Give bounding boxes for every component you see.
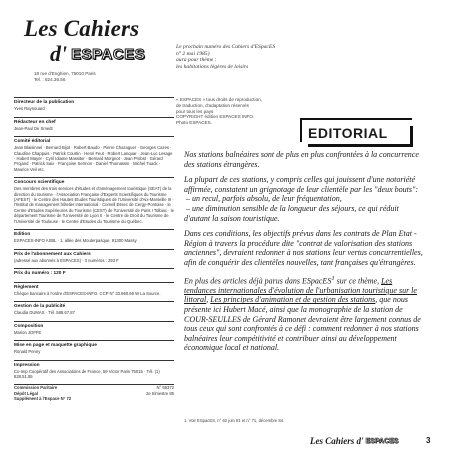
footer-logo-serif: Les Cahiers d' <box>310 436 364 446</box>
notice-line: les habitations légères de loisirs <box>176 63 249 70</box>
divider <box>14 282 174 283</box>
paragraph-text: , <box>206 295 211 305</box>
footer-logo-espaces: ESPACES <box>365 437 399 445</box>
next-issue-notice <box>176 44 416 70</box>
divider <box>14 117 174 118</box>
notice-line: Le prochain numéro des Cahiers d'ESpacES <box>176 44 276 50</box>
section-title: Directeur de la publication <box>14 100 75 106</box>
section-text: ESPACES-INFO ASBL · 1, allée des Mouterpasque, 91300 Massy <box>14 238 137 244</box>
divider <box>14 97 174 98</box>
notice-line: aura pour thème : <box>176 57 217 64</box>
rights-line: pour tous les pays <box>176 108 214 114</box>
masthead-column <box>14 18 174 402</box>
article-title: Les tendances internationales d'évolution de l'urbanisation touristique sur le littoral <box>184 276 417 305</box>
section-text: Marion JOFFE <box>14 329 42 335</box>
logo-subtitle <box>50 43 174 65</box>
rights-line: COPYRIGHT édition ESPACES INFO. <box>176 114 255 120</box>
paragraph: En plus des articles déjà parus dans ESpacES$^1$ sur ce thème, Les tendances internationales d'évolution de l'urbanisation touristique sur le littoral, Les principes d'animation et de gestion des stations, que nous présente ici Hubert Macé, ainsi que la monographie de la station de COUR-SEULLES de Gérard Ramonet devraient être largement connus de tous ceux qui sont confrontés à ce défi : comment redonner à nos stations balnéaires leur compétitivité et contribuer ainsi au développement économique local et national. <box>184 274 421 353</box>
section-text: Co-Imp Coopératif des Associations de France, 59 Victor Paris 75015 · Tél. (1) 828.51.55 <box>14 368 160 379</box>
logo-espaces: ESPACES <box>71 45 146 63</box>
section-title: Prix du numéro : 120 F <box>14 270 66 276</box>
address <box>34 71 174 83</box>
dl-label: Dépôt Légal <box>14 390 38 396</box>
section-title: Prix de l'abonnement aux Cahiers <box>14 251 91 257</box>
divider <box>14 268 174 269</box>
paragraph-text: En plus des articles déjà parus dans ESpacES <box>184 276 332 286</box>
notice-line: n° 2 mai 1985) <box>176 50 210 57</box>
section-title: Concours scientifique <box>14 180 65 186</box>
paragraph-text: sur ce thème, <box>334 276 382 286</box>
article-title: Les principes d'animation et de gestion des stations <box>210 295 376 305</box>
section-text: Chèque bancaire à l'ordre d'ESPACES-INFO. CCP N° 33.960.66 W La Source. <box>14 290 161 296</box>
section-text: Des membres des trois services d'études et d'aménagement touristique (SEAT) de la direction du tourisme · l'Association Française d'Experts Scientifiques du Tourisme (AFEST) · le Centre des Hautes Etudes Touristiques de l'Université d'Aix-Marseille III · l'Institut de management hôtelier international · Cornell Essec de Cergy-Pontoise · le Centre d'Etudes Supérieures du Tourisme (CEST) de l'Université de Paris I Tolbiac · le département Tourisme de l'Université de Lyon II · le Centre de Droit du Tourisme de l'Université de Toulouse · le Centre d'Etudes du Tourisme du Québec. <box>14 186 174 224</box>
divider <box>14 177 174 178</box>
dash-item: – un recul, parfois absolu, de leur fréquentation, <box>186 194 342 204</box>
section-text: Yves Raynouard <box>14 106 45 112</box>
logo-de: d' <box>50 41 68 66</box>
section-text: Jean-Paul De Smedt <box>14 125 53 131</box>
section-title: Comité éditorial <box>14 139 51 145</box>
paragraph: Nos stations balnéaires sont de plus en plus confrontées à la concurrence des stations étrangères. <box>184 150 419 169</box>
section-text: Jean Blaisinnel · Bernard Bijot · Robert Baudo · Pierre Chazaguer · Georges Cazes · Claudine Chappuis · Patrick Courtin · Henri Feut · Robert Lanquar · Jean-Luc Lesage · Hubert Mayer · Cyril Idiame Massiter · Bernard Morgnot · Jean Probst · Gérard Projand · Patrick Saix · Françoise Sermon · Daniel Thomassin · Michel Tuack · Maurice Veil etc. <box>14 145 173 172</box>
divider <box>14 321 174 322</box>
section-title: Impression <box>14 362 40 368</box>
section-title: Rédacteur en chef <box>14 119 56 125</box>
footer-logo <box>310 436 398 446</box>
address-line: 18 rue d'Enghien, 75010 Paris <box>34 71 96 76</box>
paragraph-text: , que nous présente ici Hubert Macé, ainsi que la monographie de la station de COUR-SEULLES de Gérard Ramonet devraient être largement connus de tous ceux qui sont confrontés à ce défi : comment redonner à nos stations balnéaires leur compétitivité et contribuer ainsi au développement économique local et national. <box>184 295 421 353</box>
divider <box>14 360 174 361</box>
divider <box>14 249 174 250</box>
paragraph: Dans ces conditions, les objectifs prévus dans les contrats de Plan Etat - Région à travers la procédure dite "contrat de valorisation des stations anciennes", devraient redonner à nos stations leur vertus concurrentielles, afin de conquérir des clientèles nouvelles, tant françaises qu'étrangères. <box>184 229 423 267</box>
section-title: Composition <box>14 323 44 329</box>
divider <box>14 136 174 137</box>
divider <box>14 301 174 302</box>
supplement: Supplément à l'Espace N° 72 <box>14 396 72 402</box>
rights-notice <box>176 97 296 126</box>
cp-label: Commission Paritaire <box>14 385 58 391</box>
dl-value: 2e trimestre 85 <box>146 390 174 396</box>
divider <box>14 340 174 341</box>
rights-line: « ESPACES » tous droits de reproduction, <box>176 97 262 102</box>
paragraph <box>184 175 424 223</box>
section-title: Edition <box>14 232 31 238</box>
section-text: Ronald Penny <box>14 349 41 355</box>
cp-value: N° 59372 <box>156 385 174 391</box>
editorial-body <box>184 150 424 359</box>
footnote: 1. Voir ESpacES, n° 62 juin 81 et n° 71, décembre 84. <box>184 418 285 423</box>
section-title: Mise en page et maquette graphique <box>14 343 97 349</box>
section-title: Règlement <box>14 284 39 290</box>
paragraph-text: La plupart de ces stations, y compris celles qui jouissent d'une notoriété affirmée, constatent un grignotage de leur clientèle par les "deux bouts": <box>184 175 419 194</box>
dash-item: – une diminution sensible de la longueur des séjours, ce qui réduit d'autant la saison touristique. <box>184 203 399 223</box>
phone-line: Tel. : 824.36.56 <box>34 77 66 83</box>
section-title: Gestion de la publicité <box>14 304 66 310</box>
rights-line: de traduction, d'adaptation réservés <box>176 102 249 108</box>
logo-title: Les Cahiers <box>24 16 140 41</box>
rights-line: Photo ESPACES. <box>176 120 212 126</box>
section-text: Claudia DUMAS · Tél. 588.67.87 <box>14 310 75 316</box>
section-text: (adressé aux abonnés à ESPACES) · 3 numéros : 293 F <box>14 257 119 263</box>
divider <box>14 229 174 230</box>
page-number: 3 <box>426 436 431 445</box>
editorial-heading: EDITORIAL <box>308 125 388 141</box>
